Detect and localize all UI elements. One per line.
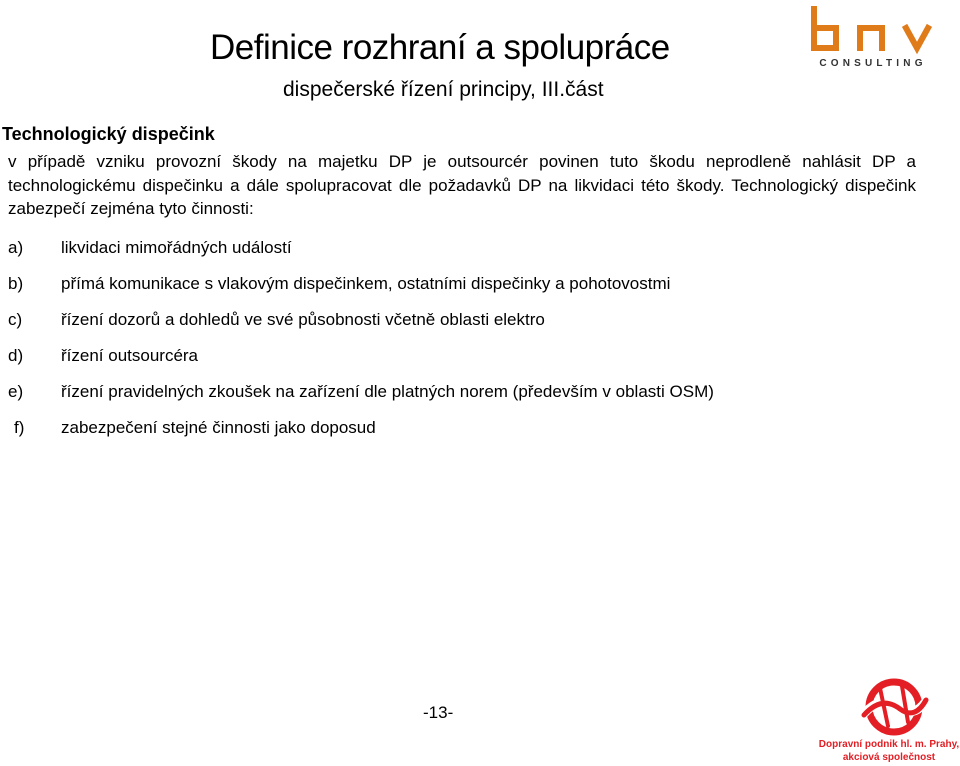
section-heading: Technologický dispečink bbox=[2, 124, 215, 144]
dp-caption-line2: akciová společnost bbox=[842, 752, 936, 763]
dp-caption-line1: Dopravní podnik hl. m. Prahy, bbox=[818, 739, 960, 750]
dp-caption bbox=[818, 738, 960, 764]
bnv-tagline: CONSULTING bbox=[819, 58, 927, 68]
page-number: -13- bbox=[423, 703, 454, 722]
section-paragraph: v případě vzniku provozní škody na majetku DP je outsourcér povinen tuto škodu neprodleně nahlásit DP a technologickému dispečinku a dále spolupracovat dle požadavků DP na likvidaci této škody. Technologický dispečink zabezpečí zejména tyto činnosti: bbox=[8, 152, 916, 218]
list-text: přímá komunikace s vlakovým dispečinkem, ostatními dispečinky a pohotovostmi bbox=[61, 274, 671, 293]
page-title: Definice rozhraní a spolupráce bbox=[210, 28, 670, 67]
dp-praha-logo bbox=[858, 678, 930, 736]
list-marker: e) bbox=[8, 382, 24, 401]
list-text: řízení outsourcéra bbox=[61, 346, 199, 365]
page-subtitle: dispečerské řízení principy, III.část bbox=[283, 78, 604, 101]
list-marker: d) bbox=[8, 346, 24, 365]
list-marker: c) bbox=[8, 310, 23, 329]
list-marker: b) bbox=[8, 274, 24, 293]
list-text: zabezpečení stejné činnosti jako doposud bbox=[61, 418, 376, 437]
bnv-consulting-logo bbox=[808, 6, 938, 68]
list-text: likvidaci mimořádných událostí bbox=[61, 238, 292, 257]
list-marker: a) bbox=[8, 238, 24, 257]
list-text: řízení dozorů a dohledů ve své působnosti včetně oblasti elektro bbox=[61, 310, 545, 329]
list-text: řízení pravidelných zkoušek na zařízení dle platných norem (především v oblasti OSM) bbox=[61, 382, 714, 401]
list-marker: f) bbox=[14, 418, 25, 437]
